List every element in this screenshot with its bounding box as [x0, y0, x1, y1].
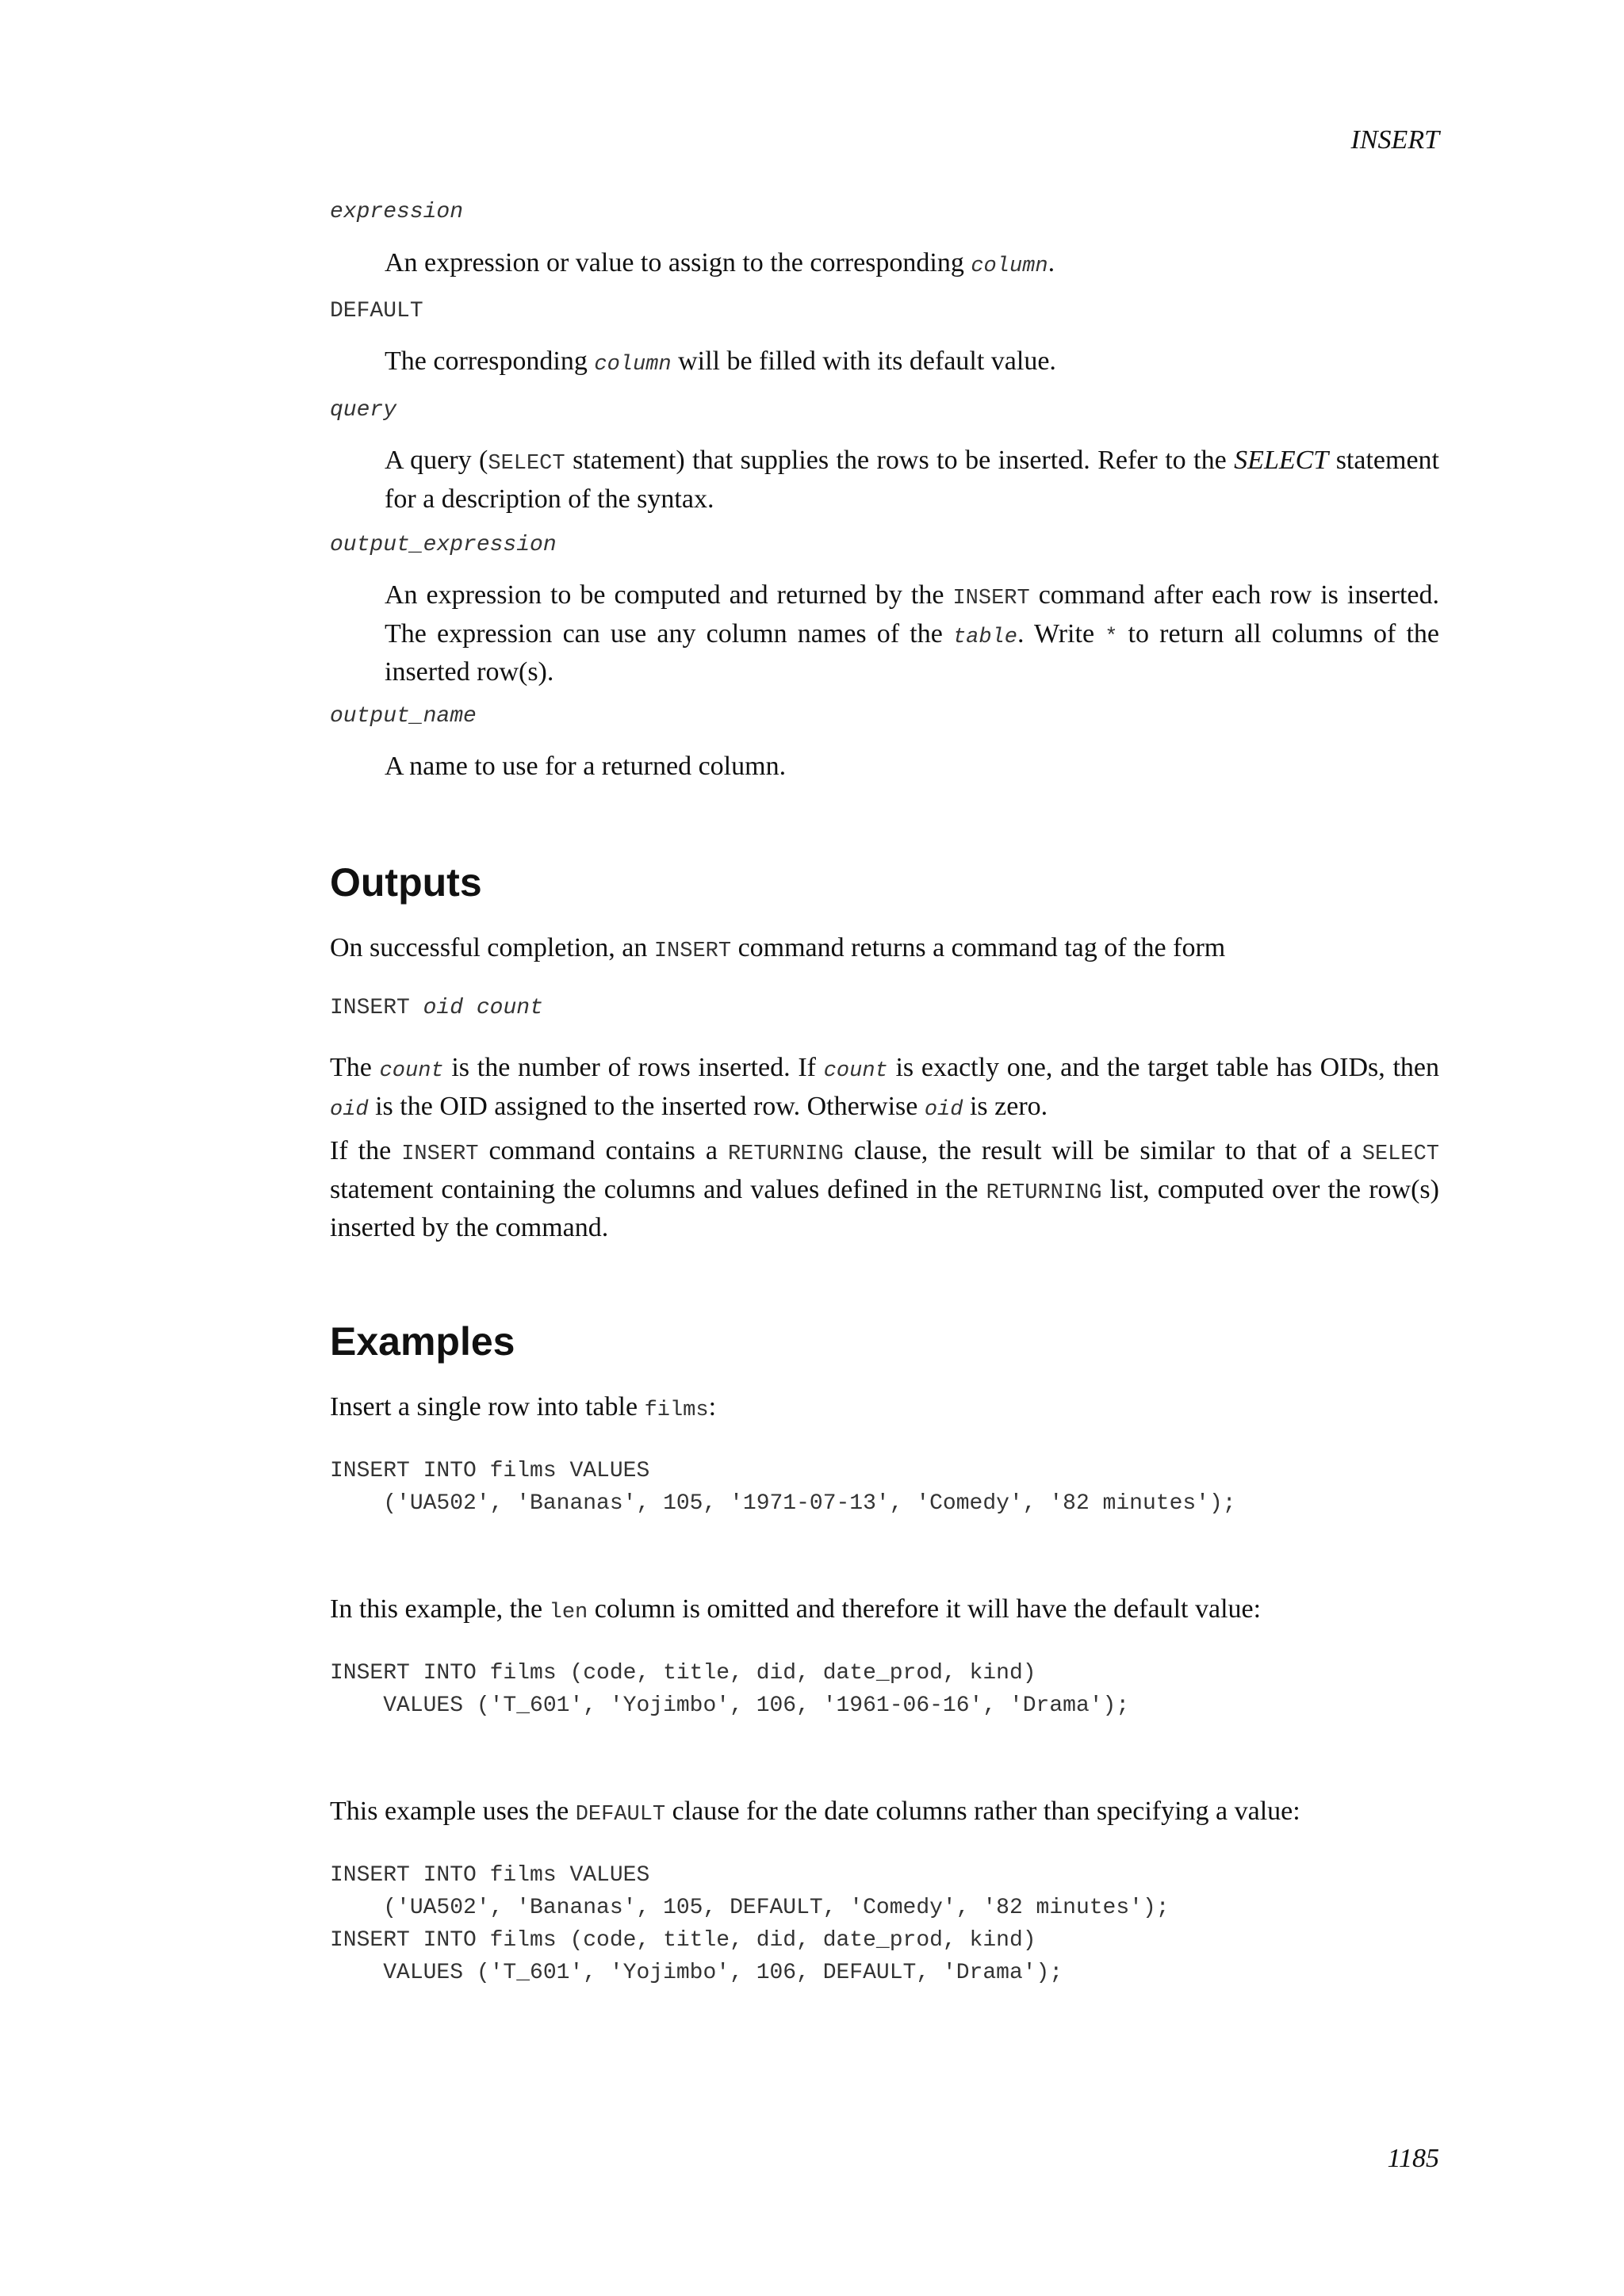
section-heading-outputs: Outputs: [330, 860, 482, 905]
param-def-expression: An expression or value to assign to the corresponding column.: [385, 248, 1055, 278]
param-def-output-expression: An expression to be computed and returned by the INSERT command after each row is inserted. The expression can use any column names of the table. Write * to return all columns of the inserted row(s).: [385, 580, 1440, 687]
code-line: ('UA502', 'Bananas', 105, '1971-07-13', 'Comedy', '82 minutes');: [330, 1491, 1236, 1516]
page-number: 1185: [1387, 2144, 1439, 2173]
outputs-returning-paragraph: If the INSERT command contains a RETURNING clause, the result will be similar to that of a SELECT statement containing the columns and values defined in the RETURNING list, computed over the row(s) inserted by the command.: [330, 1136, 1439, 1242]
running-header: INSERT: [1350, 125, 1439, 155]
param-term-default: DEFAULT: [330, 299, 423, 323]
example-2-description: In this example, the len column is omitted and therefore it will have the default value:: [330, 1594, 1262, 1624]
section-heading-examples: Examples: [330, 1319, 515, 1364]
example-3-description: This example uses the DEFAULT clause for the date columns rather than specifying a value:: [330, 1797, 1300, 1827]
code-line: INSERT INTO films VALUES: [330, 1863, 650, 1888]
param-term-output-name: output_name: [330, 704, 477, 729]
example-2-code: [330, 1657, 1129, 1722]
outputs-count-paragraph: The count is the number of rows inserted. If count is exactly one, and the target table has OIDs, then oid is the OID assigned to the inserted row. Otherwise oid is zero.: [330, 1053, 1439, 1122]
param-term-expression: expression: [330, 200, 464, 224]
code-line: INSERT INTO films (code, title, did, date_prod, kind): [330, 1928, 1036, 1953]
code-line: VALUES ('T_601', 'Yojimbo', 106, '1961-06-16', 'Drama');: [330, 1693, 1130, 1718]
command-tag-example: INSERT oid count: [330, 996, 543, 1020]
example-3-code: [330, 1859, 1170, 1989]
param-def-query: A query (SELECT statement) that supplies the rows to be inserted. Refer to the SELECT statement for a description of the syntax.: [385, 446, 1439, 514]
code-line: INSERT INTO films (code, title, did, date_prod, kind): [330, 1661, 1036, 1686]
example-1-code: [330, 1455, 1236, 1520]
param-term-query: query: [330, 398, 397, 423]
outputs-intro-paragraph: On successful completion, an INSERT command returns a command tag of the form: [330, 933, 1226, 963]
code-line: ('UA502', 'Bananas', 105, DEFAULT, 'Comedy', '82 minutes');: [330, 1896, 1170, 1920]
param-def-default: The corresponding column will be filled with its default value.: [385, 346, 1056, 377]
param-def-output-name: A name to use for a returned column.: [385, 752, 787, 781]
code-line: VALUES ('T_601', 'Yojimbo', 106, DEFAULT, 'Drama');: [330, 1961, 1063, 1985]
example-1-description: Insert a single row into table films:: [330, 1392, 717, 1422]
code-line: INSERT INTO films VALUES: [330, 1459, 650, 1483]
param-term-output-expression: output_expression: [330, 533, 557, 557]
